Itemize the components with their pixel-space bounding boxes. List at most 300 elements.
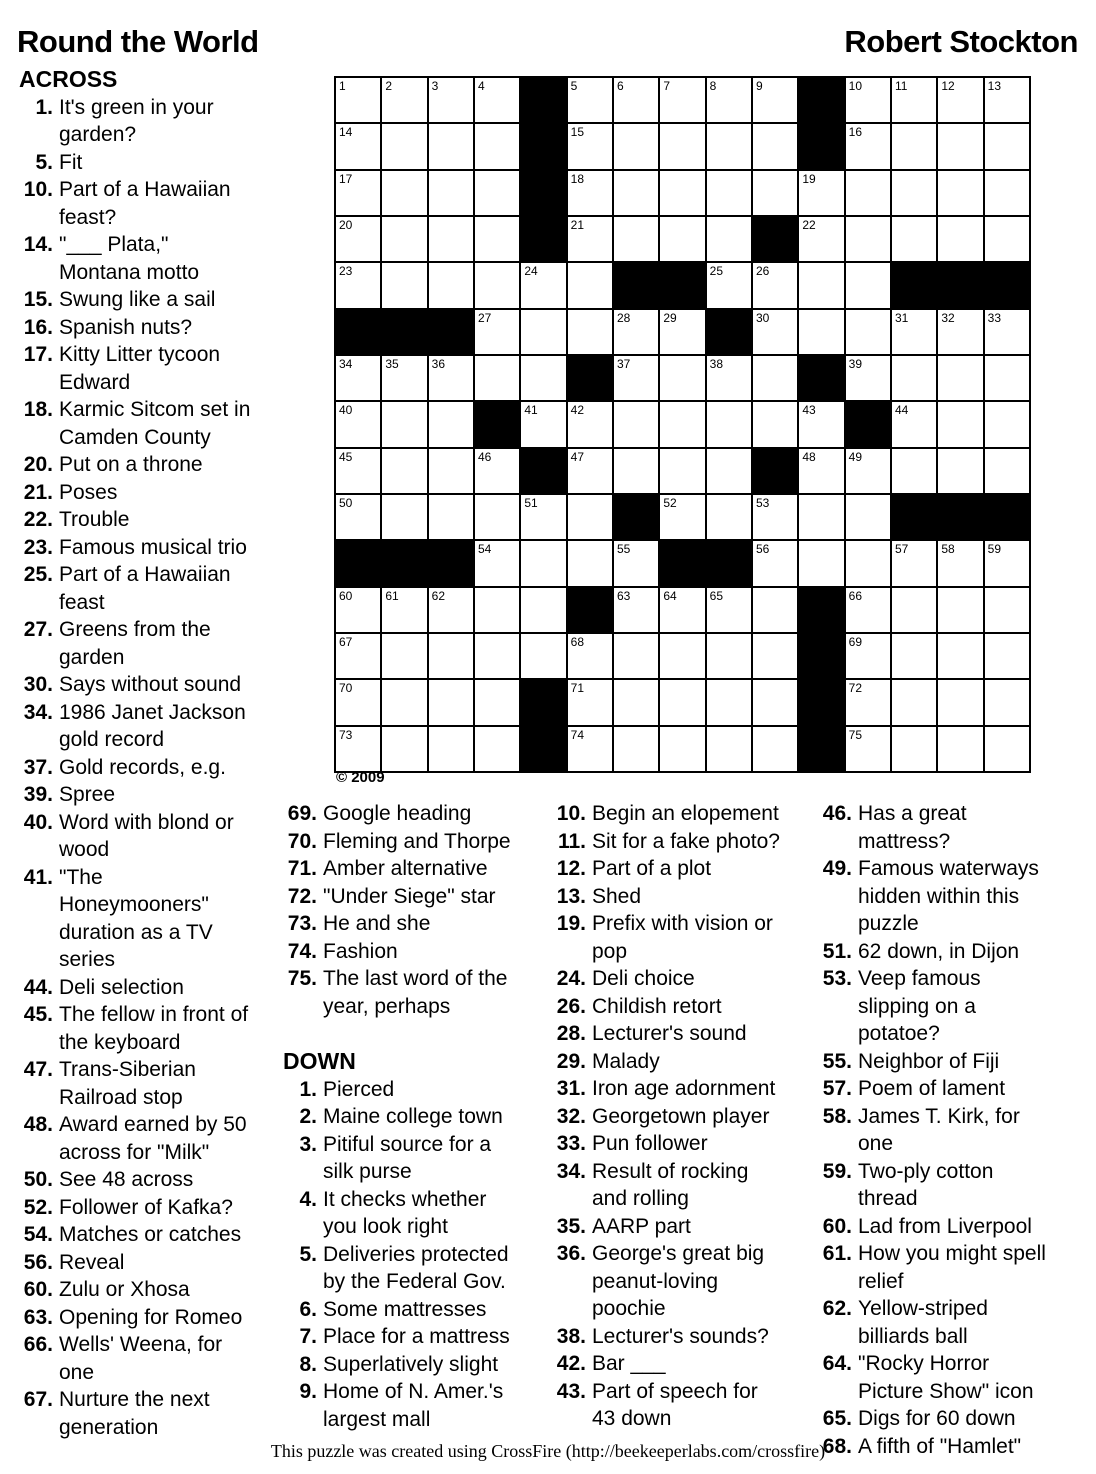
grid-cell[interactable] [429, 495, 473, 539]
clue-text: Place for a mattress [323, 1325, 510, 1348]
grid-cell[interactable] [846, 356, 890, 400]
clue-number: 29. [556, 1049, 586, 1073]
grid-cell[interactable] [429, 727, 473, 771]
grid-cell[interactable] [846, 124, 890, 168]
grid-cell[interactable] [938, 78, 982, 122]
clue-text: Nurture the next generation [59, 1388, 210, 1439]
cell-number: 3 [431, 79, 439, 93]
grid-cell[interactable] [892, 449, 936, 493]
grid-cell[interactable] [475, 78, 519, 122]
clue [19, 1221, 255, 1249]
grid-cell[interactable] [568, 78, 612, 122]
grid-cell[interactable] [938, 310, 982, 354]
grid-cell[interactable] [660, 634, 704, 678]
grid-cell[interactable] [938, 541, 982, 585]
grid-cell[interactable] [660, 727, 704, 771]
clue-number: 26. [556, 994, 586, 1018]
grid-cell-black [707, 541, 751, 585]
grid-cell[interactable] [475, 727, 519, 771]
grid-cell-black [521, 727, 565, 771]
clue [283, 1351, 519, 1379]
grid-cell[interactable] [985, 356, 1029, 400]
clue-column-across-end-down-start [283, 800, 519, 1433]
clue-number: 47. [23, 1058, 53, 1081]
cell-number: 54 [477, 542, 492, 557]
grid-cell[interactable] [846, 634, 890, 678]
cell-number: 57 [894, 542, 909, 557]
grid-cell[interactable] [336, 217, 380, 261]
grid-cell[interactable] [753, 541, 797, 585]
grid-cell[interactable] [799, 310, 843, 354]
clue-text: Has a great mattress? [858, 802, 967, 853]
grid-cell[interactable] [568, 634, 612, 678]
grid-cell[interactable] [846, 310, 890, 354]
grid-cell[interactable] [568, 402, 612, 446]
grid-cell[interactable] [985, 680, 1029, 724]
cell-number: 55 [616, 542, 631, 557]
grid-cell[interactable] [753, 356, 797, 400]
grid-cell[interactable] [660, 449, 704, 493]
clue-text: Put on a throne [59, 453, 203, 476]
clue [552, 1048, 785, 1076]
grid-cell[interactable] [382, 402, 426, 446]
grid-cell[interactable] [382, 217, 426, 261]
clue [19, 1194, 255, 1222]
clue [283, 1103, 519, 1131]
grid-cell[interactable] [382, 78, 426, 122]
clue [19, 314, 255, 342]
grid-cell[interactable] [521, 588, 565, 632]
cell-number: 72 [848, 681, 863, 696]
grid-cell[interactable] [614, 727, 658, 771]
grid-cell[interactable] [892, 124, 936, 168]
clue-number: 62. [822, 1297, 852, 1320]
clue-number: 30. [23, 673, 53, 696]
grid-cell[interactable] [429, 263, 473, 307]
grid-cell[interactable] [336, 449, 380, 493]
grid-cell-black [707, 310, 751, 354]
clue-text: Part of a Hawaiian feast [59, 563, 231, 614]
grid-cell[interactable] [521, 495, 565, 539]
grid-cell[interactable] [660, 680, 704, 724]
clue [552, 1130, 785, 1158]
grid-cell[interactable] [707, 263, 751, 307]
grid-cell[interactable] [892, 402, 936, 446]
grid-cell[interactable] [336, 588, 380, 632]
clue [19, 616, 255, 671]
grid-cell[interactable] [707, 680, 751, 724]
grid-cell[interactable] [614, 680, 658, 724]
grid-cell[interactable] [475, 124, 519, 168]
clue-number: 13. [556, 884, 586, 908]
clue-number: 38. [556, 1324, 586, 1348]
grid-cell[interactable] [568, 217, 612, 261]
clue-text: Part of a plot [592, 857, 712, 880]
grid-cell[interactable] [614, 217, 658, 261]
grid-cell[interactable] [753, 402, 797, 446]
cell-number: 31 [894, 310, 909, 325]
grid-cell[interactable] [938, 217, 982, 261]
grid-cell[interactable] [660, 310, 704, 354]
grid-cell[interactable] [429, 402, 473, 446]
grid-cell[interactable] [660, 171, 704, 215]
clue-text: Childish retort [592, 994, 722, 1018]
grid-cell[interactable] [846, 217, 890, 261]
grid-cell[interactable] [799, 541, 843, 585]
grid-cell[interactable] [568, 310, 612, 354]
grid-cell-black [799, 124, 843, 168]
grid-cell[interactable] [475, 495, 519, 539]
grid-cell[interactable] [938, 402, 982, 446]
cell-number: 60 [339, 588, 353, 603]
grid-cell[interactable] [846, 680, 890, 724]
grid-cell[interactable] [707, 402, 751, 446]
grid-cell[interactable] [753, 680, 797, 724]
grid-cell[interactable] [799, 449, 843, 493]
grid-cell[interactable] [660, 402, 704, 446]
grid-cell[interactable] [614, 588, 658, 632]
grid-cell[interactable] [799, 495, 843, 539]
grid-cell[interactable] [707, 217, 751, 261]
cell-number: 5 [570, 79, 578, 93]
grid-cell[interactable] [614, 356, 658, 400]
grid-cell[interactable] [707, 495, 751, 539]
grid-cell[interactable] [985, 78, 1029, 122]
grid-cell[interactable] [892, 680, 936, 724]
grid-cell[interactable] [707, 124, 751, 168]
grid-cell[interactable] [429, 449, 473, 493]
grid-cell[interactable] [892, 217, 936, 261]
grid-cell[interactable] [985, 310, 1029, 354]
grid-cell[interactable] [475, 680, 519, 724]
grid-cell[interactable] [429, 217, 473, 261]
grid-cell[interactable] [336, 356, 380, 400]
cell-number: 24 [524, 264, 538, 279]
grid-cell[interactable] [892, 634, 936, 678]
grid-cell[interactable] [938, 727, 982, 771]
cell-number: 4 [477, 79, 485, 93]
grid-cell[interactable] [475, 171, 519, 215]
cell-number: 50 [339, 495, 353, 510]
grid-cell[interactable] [475, 588, 519, 632]
clue-text: 1986 Janet Jackson gold record [59, 700, 246, 751]
clue-number: 11. [557, 829, 586, 853]
clue [552, 1350, 785, 1378]
clue-text: Lecturer's sound [592, 1022, 747, 1045]
clue [19, 561, 255, 616]
clue [818, 938, 1056, 966]
grid-cell[interactable] [475, 449, 519, 493]
grid-cell[interactable] [938, 449, 982, 493]
grid-cell[interactable] [799, 402, 843, 446]
grid-cell[interactable] [707, 727, 751, 771]
grid-cell[interactable] [660, 495, 704, 539]
clue-text: Georgetown player [592, 1104, 770, 1128]
cell-number: 74 [570, 727, 585, 742]
grid-cell[interactable] [614, 634, 658, 678]
clue [283, 800, 519, 828]
clue-list-header: DOWN [283, 1048, 356, 1074]
grid-cell[interactable] [475, 310, 519, 354]
clue-number: 75. [287, 967, 317, 990]
clue [552, 1213, 785, 1241]
grid-cell[interactable] [985, 124, 1029, 168]
clue-number: 45. [23, 1003, 53, 1026]
grid-cell[interactable] [985, 727, 1029, 771]
grid-cell[interactable] [336, 402, 380, 446]
grid-cell[interactable] [707, 588, 751, 632]
grid-cell[interactable] [985, 402, 1029, 446]
grid-cell[interactable] [753, 727, 797, 771]
clue-number: 58. [822, 1104, 852, 1128]
grid-cell[interactable] [336, 78, 380, 122]
grid-cell[interactable] [707, 78, 751, 122]
grid-cell[interactable] [660, 124, 704, 168]
grid-cell[interactable] [568, 124, 612, 168]
grid-cell[interactable] [382, 495, 426, 539]
clue-number: 6. [299, 1297, 317, 1321]
clue [283, 1186, 519, 1241]
clue [19, 479, 255, 507]
grid-cell[interactable] [892, 310, 936, 354]
grid-cell[interactable] [568, 680, 612, 724]
clue [19, 1111, 255, 1166]
grid-cell-black [660, 263, 704, 307]
grid-cell[interactable] [475, 217, 519, 261]
clue [19, 94, 255, 149]
clue-number: 55. [822, 1049, 852, 1073]
grid-cell[interactable] [382, 124, 426, 168]
grid-cell[interactable] [938, 588, 982, 632]
grid-cell[interactable] [985, 541, 1029, 585]
grid-cell[interactable] [429, 680, 473, 724]
grid-cell[interactable] [985, 217, 1029, 261]
grid-cell[interactable] [336, 495, 380, 539]
grid-cell[interactable] [799, 217, 843, 261]
grid-cell-black [521, 217, 565, 261]
cell-number: 15 [570, 125, 585, 140]
clue-number: 23. [23, 535, 53, 559]
clue-number: 1. [299, 1077, 317, 1101]
grid-cell[interactable] [429, 78, 473, 122]
clue-text: Fit [59, 150, 83, 174]
clue-number: 22. [23, 508, 53, 531]
grid-cell-black [799, 680, 843, 724]
grid-cell[interactable] [614, 171, 658, 215]
clue [19, 1386, 255, 1441]
grid-cell[interactable] [336, 727, 380, 771]
clue-text: Home of N. Amer.'s largest mall [323, 1380, 504, 1431]
clue-number: 39. [23, 783, 53, 806]
grid-cell[interactable] [938, 356, 982, 400]
grid-cell[interactable] [892, 78, 936, 122]
grid-cell[interactable] [846, 78, 890, 122]
clue-number: 33. [556, 1132, 586, 1155]
grid-cell[interactable] [382, 634, 426, 678]
grid-cell[interactable] [799, 171, 843, 215]
cell-number: 52 [663, 495, 677, 510]
grid-cell[interactable] [475, 356, 519, 400]
grid-cell[interactable] [521, 310, 565, 354]
clue-column-across [19, 66, 255, 1441]
clue [552, 1075, 785, 1103]
grid-cell[interactable] [336, 263, 380, 307]
grid-cell[interactable] [336, 680, 380, 724]
clue-text: Trouble [59, 508, 130, 531]
grid-cell[interactable] [475, 541, 519, 585]
grid-cell[interactable] [382, 727, 426, 771]
cell-number: 35 [385, 356, 399, 371]
grid-cell[interactable] [938, 634, 982, 678]
clue [19, 1276, 255, 1304]
clue-number: 49. [822, 857, 852, 880]
grid-cell[interactable] [429, 588, 473, 632]
grid-cell[interactable] [753, 263, 797, 307]
clue-number: 5. [299, 1242, 317, 1266]
grid-cell[interactable] [660, 356, 704, 400]
cell-number: 9 [755, 79, 763, 93]
grid-cell[interactable] [568, 541, 612, 585]
clue-text: Greens from the garden [59, 618, 211, 669]
grid-cell[interactable] [336, 124, 380, 168]
clue-text: Spree [59, 783, 116, 806]
clue-text: Opening for Romeo [59, 1305, 243, 1329]
grid-cell[interactable] [846, 495, 890, 539]
grid-cell[interactable] [846, 171, 890, 215]
grid-cell[interactable] [753, 310, 797, 354]
grid-cell[interactable] [985, 449, 1029, 493]
grid-cell[interactable] [707, 449, 751, 493]
grid-cell[interactable] [614, 124, 658, 168]
grid-cell[interactable] [707, 171, 751, 215]
grid-cell[interactable] [521, 634, 565, 678]
grid-cell[interactable] [336, 634, 380, 678]
clue [818, 1240, 1056, 1295]
grid-cell[interactable] [985, 171, 1029, 215]
grid-cell[interactable] [568, 171, 612, 215]
grid-cell[interactable] [336, 171, 380, 215]
grid-cell[interactable] [846, 541, 890, 585]
grid-cell[interactable] [660, 588, 704, 632]
grid-cell[interactable] [892, 727, 936, 771]
clue-number: 35. [556, 1214, 586, 1238]
clue [552, 1240, 785, 1323]
clue [818, 1350, 1056, 1405]
grid-cell[interactable] [707, 356, 751, 400]
grid-cell[interactable] [429, 634, 473, 678]
grid-cell[interactable] [614, 78, 658, 122]
clue [283, 883, 519, 911]
grid-cell[interactable] [985, 588, 1029, 632]
clue-number: 72. [287, 884, 317, 908]
grid-cell[interactable] [614, 449, 658, 493]
grid-cell[interactable] [753, 78, 797, 122]
grid-cell[interactable] [521, 263, 565, 307]
grid-cell[interactable] [753, 588, 797, 632]
cell-number: 69 [848, 634, 863, 649]
grid-cell[interactable] [382, 356, 426, 400]
clue-number: 17. [23, 343, 53, 366]
clue-number: 24. [556, 967, 586, 990]
grid-cell[interactable] [938, 124, 982, 168]
clue [552, 965, 785, 993]
grid-cell[interactable] [568, 263, 612, 307]
clue-text: It checks whether you look right [323, 1187, 487, 1238]
grid-cell[interactable] [475, 263, 519, 307]
cell-number: 61 [385, 588, 399, 603]
grid-cell[interactable] [985, 634, 1029, 678]
grid-cell[interactable] [568, 449, 612, 493]
grid-cell-black [614, 495, 658, 539]
grid-cell[interactable] [568, 727, 612, 771]
grid-cell-black [985, 495, 1029, 539]
clue-text: Spanish nuts? [59, 315, 193, 339]
grid-cell[interactable] [753, 171, 797, 215]
grid-cell[interactable] [429, 124, 473, 168]
grid-cell[interactable] [846, 588, 890, 632]
grid-cell[interactable] [892, 356, 936, 400]
clue-number: 2. [299, 1105, 317, 1128]
grid-cell[interactable] [892, 588, 936, 632]
grid-cell[interactable] [753, 634, 797, 678]
grid-cell[interactable] [382, 449, 426, 493]
grid-cell[interactable] [568, 495, 612, 539]
grid-cell[interactable] [938, 171, 982, 215]
grid-cell[interactable] [429, 356, 473, 400]
clue [283, 910, 519, 938]
cell-number: 17 [339, 171, 353, 186]
grid-cell[interactable] [614, 541, 658, 585]
grid-cell[interactable] [892, 171, 936, 215]
grid-cell-black [568, 588, 612, 632]
clue-text: Bar ___ [592, 1352, 666, 1375]
cell-number: 64 [663, 588, 677, 603]
grid-cell[interactable] [707, 634, 751, 678]
grid-cell[interactable] [799, 263, 843, 307]
grid-cell[interactable] [382, 263, 426, 307]
cell-number: 56 [755, 542, 770, 557]
cell-number: 47 [570, 449, 585, 464]
grid-cell[interactable] [892, 541, 936, 585]
clue-number: 15. [23, 288, 53, 311]
grid-cell[interactable] [521, 541, 565, 585]
grid-cell[interactable] [614, 310, 658, 354]
clue-number: 36. [556, 1242, 586, 1265]
cell-number: 8 [709, 79, 717, 93]
grid-cell[interactable] [429, 171, 473, 215]
grid-cell[interactable] [753, 124, 797, 168]
grid-cell[interactable] [938, 680, 982, 724]
grid-cell[interactable] [846, 449, 890, 493]
grid-cell[interactable] [382, 680, 426, 724]
cell-number: 43 [802, 403, 816, 418]
grid-cell[interactable] [753, 495, 797, 539]
grid-cell[interactable] [382, 588, 426, 632]
cell-number: 53 [755, 495, 770, 510]
cell-number: 32 [941, 310, 955, 325]
grid-cell[interactable] [660, 217, 704, 261]
grid-cell[interactable] [660, 78, 704, 122]
grid-cell[interactable] [475, 634, 519, 678]
grid-cell[interactable] [382, 171, 426, 215]
grid-cell[interactable] [521, 356, 565, 400]
grid-cell[interactable] [846, 263, 890, 307]
grid-cell[interactable] [521, 402, 565, 446]
clue-text: Fashion [323, 939, 398, 963]
grid-cell[interactable] [614, 402, 658, 446]
clue-number: 20. [23, 453, 53, 476]
grid-cell[interactable] [846, 727, 890, 771]
